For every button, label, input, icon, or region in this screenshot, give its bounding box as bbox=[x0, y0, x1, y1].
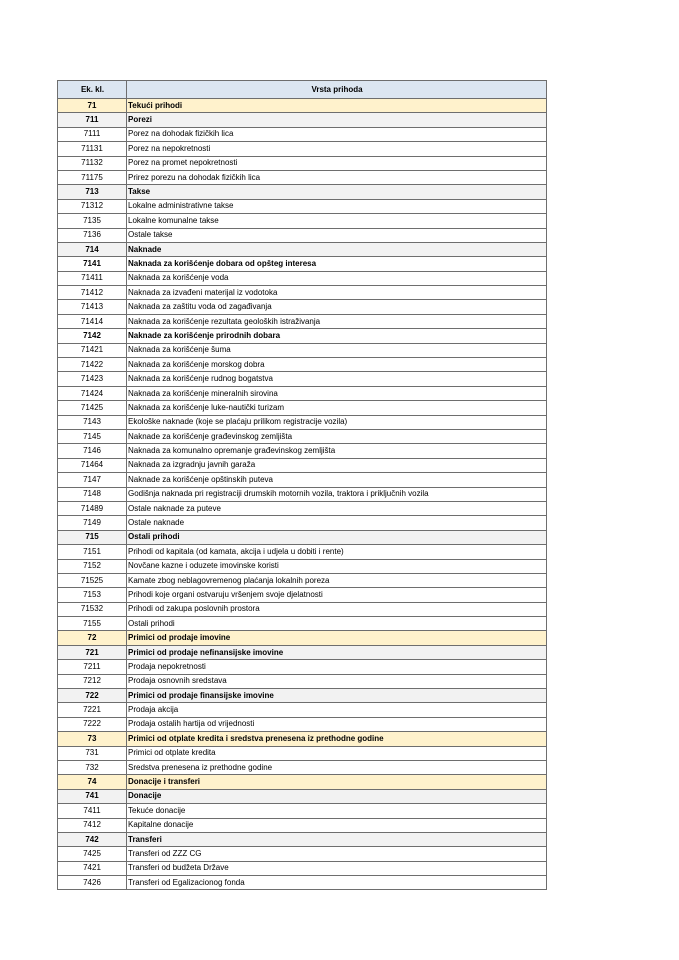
revenue-type-name: Transferi bbox=[127, 832, 547, 846]
table-row bbox=[58, 473, 547, 487]
revenue-type-name: Lokalne komunalne takse bbox=[127, 214, 547, 228]
table-row bbox=[58, 775, 547, 789]
table-row bbox=[58, 559, 547, 573]
revenue-type-name: Donacije i transferi bbox=[127, 775, 547, 789]
revenue-type-name: Prirez porezu na dohodak fizičkih lica bbox=[127, 170, 547, 184]
revenue-type-name: Donacije bbox=[127, 789, 547, 803]
table-header-row bbox=[58, 81, 547, 99]
revenue-type-name: Porez na nepokretnosti bbox=[127, 142, 547, 156]
table-row bbox=[58, 329, 547, 343]
revenue-type-name: Naknada za zaštitu voda od zagađivanja bbox=[127, 300, 547, 314]
table-row bbox=[58, 645, 547, 659]
economic-class-code: 711 bbox=[58, 113, 127, 127]
revenue-type-name: Prodaja akcija bbox=[127, 703, 547, 717]
table-row bbox=[58, 732, 547, 746]
economic-class-code: 71424 bbox=[58, 386, 127, 400]
table-row bbox=[58, 789, 547, 803]
economic-class-code: 71425 bbox=[58, 401, 127, 415]
economic-class-code: 715 bbox=[58, 530, 127, 544]
economic-class-code: 721 bbox=[58, 645, 127, 659]
table-row bbox=[58, 314, 547, 328]
revenue-type-name: Primici od prodaje finansijske imovine bbox=[127, 689, 547, 703]
revenue-type-name: Naknada za izgradnju javnih garaža bbox=[127, 458, 547, 472]
table-row bbox=[58, 127, 547, 141]
table-row bbox=[58, 429, 547, 443]
revenue-type-name: Ostali prihodi bbox=[127, 617, 547, 631]
economic-class-code: 7152 bbox=[58, 559, 127, 573]
revenue-type-name: Naknada za korišćenje morskog dobra bbox=[127, 358, 547, 372]
revenue-type-name: Ostali prihodi bbox=[127, 530, 547, 544]
economic-class-code: 7145 bbox=[58, 429, 127, 443]
economic-class-code: 71532 bbox=[58, 602, 127, 616]
revenue-type-name: Prodaja osnovnih sredstava bbox=[127, 674, 547, 688]
economic-class-code: 7147 bbox=[58, 473, 127, 487]
economic-class-code: 71312 bbox=[58, 199, 127, 213]
revenue-type-name: Transferi od Egalizacionog fonda bbox=[127, 876, 547, 890]
revenue-type-name: Naknada za komunalno opremanje građevinskog zemljišta bbox=[127, 444, 547, 458]
revenue-type-name: Naknade za korišćenje građevinskog zemljišta bbox=[127, 429, 547, 443]
revenue-type-name: Porezi bbox=[127, 113, 547, 127]
table-row bbox=[58, 99, 547, 113]
table-row bbox=[58, 573, 547, 587]
revenue-type-name: Naknada za korišćenje šuma bbox=[127, 343, 547, 357]
economic-class-code: 74 bbox=[58, 775, 127, 789]
revenue-type-name: Prihodi koje organi ostvaruju vršenjem svoje djelatnosti bbox=[127, 588, 547, 602]
table-row bbox=[58, 156, 547, 170]
table-row bbox=[58, 343, 547, 357]
economic-class-code: 71413 bbox=[58, 300, 127, 314]
table-row bbox=[58, 415, 547, 429]
economic-class-code: 7151 bbox=[58, 545, 127, 559]
revenue-type-name: Naknada za korišćenje mineralnih sirovina bbox=[127, 386, 547, 400]
revenue-type-name: Kamate zbog neblagovremenog plaćanja lokalnih poreza bbox=[127, 573, 547, 587]
economic-class-code: 713 bbox=[58, 185, 127, 199]
table-row bbox=[58, 847, 547, 861]
table-row bbox=[58, 458, 547, 472]
economic-class-code: 7411 bbox=[58, 804, 127, 818]
table-row bbox=[58, 257, 547, 271]
table-row bbox=[58, 271, 547, 285]
economic-class-code: 71422 bbox=[58, 358, 127, 372]
economic-class-code: 71464 bbox=[58, 458, 127, 472]
economic-class-code: 7111 bbox=[58, 127, 127, 141]
table-row bbox=[58, 242, 547, 256]
table-row bbox=[58, 545, 547, 559]
economic-class-code: 71131 bbox=[58, 142, 127, 156]
revenue-type-name: Tekuće donacije bbox=[127, 804, 547, 818]
table-row bbox=[58, 760, 547, 774]
economic-class-code: 7153 bbox=[58, 588, 127, 602]
economic-class-code: 7148 bbox=[58, 487, 127, 501]
table-body bbox=[58, 99, 547, 890]
economic-class-code: 71175 bbox=[58, 170, 127, 184]
economic-class-code: 7222 bbox=[58, 717, 127, 731]
revenue-type-name: Ekološke naknade (koje se plaćaju prilikom registracije vozila) bbox=[127, 415, 547, 429]
table-row bbox=[58, 602, 547, 616]
table-row bbox=[58, 588, 547, 602]
revenue-classification-table bbox=[57, 80, 547, 890]
economic-class-code: 7211 bbox=[58, 660, 127, 674]
revenue-type-name: Lokalne administrativne takse bbox=[127, 199, 547, 213]
table-row bbox=[58, 214, 547, 228]
column-header-revenue-type: Vrsta prihoda bbox=[127, 81, 547, 99]
revenue-type-name: Naknada za korišćenje rudnog bogatstva bbox=[127, 372, 547, 386]
economic-class-code: 7136 bbox=[58, 228, 127, 242]
table-row bbox=[58, 861, 547, 875]
table-row bbox=[58, 199, 547, 213]
table-row bbox=[58, 617, 547, 631]
revenue-type-name: Naknada za izvađeni materijal iz vodotoka bbox=[127, 286, 547, 300]
economic-class-code: 7221 bbox=[58, 703, 127, 717]
table-row bbox=[58, 717, 547, 731]
economic-class-code: 7149 bbox=[58, 516, 127, 530]
table-row bbox=[58, 746, 547, 760]
economic-class-code: 71423 bbox=[58, 372, 127, 386]
revenue-type-name: Godišnja naknada pri registraciji drumskih motornih vozila, traktora i priključnih vozila bbox=[127, 487, 547, 501]
economic-class-code: 7141 bbox=[58, 257, 127, 271]
table-row bbox=[58, 703, 547, 717]
economic-class-code: 7212 bbox=[58, 674, 127, 688]
revenue-type-name: Tekući prihodi bbox=[127, 99, 547, 113]
economic-class-code: 7155 bbox=[58, 617, 127, 631]
table-header bbox=[58, 81, 547, 99]
economic-class-code: 714 bbox=[58, 242, 127, 256]
revenue-type-name: Kapitalne donacije bbox=[127, 818, 547, 832]
revenue-type-name: Prihodi od zakupa poslovnih prostora bbox=[127, 602, 547, 616]
revenue-type-name: Novčane kazne i oduzete imovinske koristi bbox=[127, 559, 547, 573]
table-row bbox=[58, 804, 547, 818]
economic-class-code: 7425 bbox=[58, 847, 127, 861]
revenue-type-name: Ostale takse bbox=[127, 228, 547, 242]
table-row bbox=[58, 876, 547, 890]
revenue-type-name: Naknade za korišćenje opštinskih puteva bbox=[127, 473, 547, 487]
revenue-type-name: Primici od prodaje imovine bbox=[127, 631, 547, 645]
revenue-type-name: Naknade za korišćenje prirodnih dobara bbox=[127, 329, 547, 343]
table-row bbox=[58, 818, 547, 832]
table-row bbox=[58, 300, 547, 314]
revenue-type-name: Primici od otplate kredita i sredstva prenesena iz prethodne godine bbox=[127, 732, 547, 746]
table-row bbox=[58, 228, 547, 242]
economic-class-code: 741 bbox=[58, 789, 127, 803]
column-header-code: Ek. kl. bbox=[58, 81, 127, 99]
table-row bbox=[58, 401, 547, 415]
table-row bbox=[58, 142, 547, 156]
economic-class-code: 7146 bbox=[58, 444, 127, 458]
revenue-type-name: Ostale naknade bbox=[127, 516, 547, 530]
economic-class-code: 72 bbox=[58, 631, 127, 645]
economic-class-code: 7135 bbox=[58, 214, 127, 228]
revenue-type-name: Porez na promet nepokretnosti bbox=[127, 156, 547, 170]
table-row bbox=[58, 386, 547, 400]
table-row bbox=[58, 358, 547, 372]
revenue-type-name: Primici od prodaje nefinansijske imovine bbox=[127, 645, 547, 659]
revenue-type-name: Sredstva prenesena iz prethodne godine bbox=[127, 760, 547, 774]
table-row bbox=[58, 113, 547, 127]
economic-class-code: 71489 bbox=[58, 501, 127, 515]
economic-class-code: 71411 bbox=[58, 271, 127, 285]
economic-class-code: 71132 bbox=[58, 156, 127, 170]
economic-class-code: 71525 bbox=[58, 573, 127, 587]
table-row bbox=[58, 674, 547, 688]
economic-class-code: 71412 bbox=[58, 286, 127, 300]
table-row bbox=[58, 689, 547, 703]
revenue-type-name: Naknada za korišćenje voda bbox=[127, 271, 547, 285]
economic-class-code: 71421 bbox=[58, 343, 127, 357]
revenue-type-name: Naknada za korišćenje luke-nautički turizam bbox=[127, 401, 547, 415]
table-row bbox=[58, 660, 547, 674]
economic-class-code: 71 bbox=[58, 99, 127, 113]
revenue-type-name: Transferi od ZZZ CG bbox=[127, 847, 547, 861]
economic-class-code: 73 bbox=[58, 732, 127, 746]
table-row bbox=[58, 372, 547, 386]
revenue-type-name: Primici od otplate kredita bbox=[127, 746, 547, 760]
revenue-type-name: Prodaja ostalih hartija od vrijednosti bbox=[127, 717, 547, 731]
economic-class-code: 7421 bbox=[58, 861, 127, 875]
table-row bbox=[58, 444, 547, 458]
economic-class-code: 7426 bbox=[58, 876, 127, 890]
table-row bbox=[58, 170, 547, 184]
revenue-type-name: Prodaja nepokretnosti bbox=[127, 660, 547, 674]
economic-class-code: 732 bbox=[58, 760, 127, 774]
table-row bbox=[58, 286, 547, 300]
table-row bbox=[58, 516, 547, 530]
economic-class-code: 7142 bbox=[58, 329, 127, 343]
economic-class-code: 71414 bbox=[58, 314, 127, 328]
table-row bbox=[58, 487, 547, 501]
economic-class-code: 7143 bbox=[58, 415, 127, 429]
revenue-type-name: Naknade bbox=[127, 242, 547, 256]
table-row bbox=[58, 530, 547, 544]
economic-class-code: 7412 bbox=[58, 818, 127, 832]
revenue-type-name: Ostale naknade za puteve bbox=[127, 501, 547, 515]
revenue-type-name: Takse bbox=[127, 185, 547, 199]
revenue-type-name: Porez na dohodak fizičkih lica bbox=[127, 127, 547, 141]
table-row bbox=[58, 832, 547, 846]
revenue-type-name: Transferi od budžeta Države bbox=[127, 861, 547, 875]
table-row bbox=[58, 501, 547, 515]
revenue-type-name: Naknada za korišćenje rezultata geoloških istraživanja bbox=[127, 314, 547, 328]
economic-class-code: 742 bbox=[58, 832, 127, 846]
economic-class-code: 722 bbox=[58, 689, 127, 703]
table-row bbox=[58, 631, 547, 645]
revenue-type-name: Prihodi od kapitala (od kamata, akcija i udjela u dobiti i rente) bbox=[127, 545, 547, 559]
economic-class-code: 731 bbox=[58, 746, 127, 760]
revenue-type-name: Naknada za korišćenje dobara od opšteg interesa bbox=[127, 257, 547, 271]
table-row bbox=[58, 185, 547, 199]
